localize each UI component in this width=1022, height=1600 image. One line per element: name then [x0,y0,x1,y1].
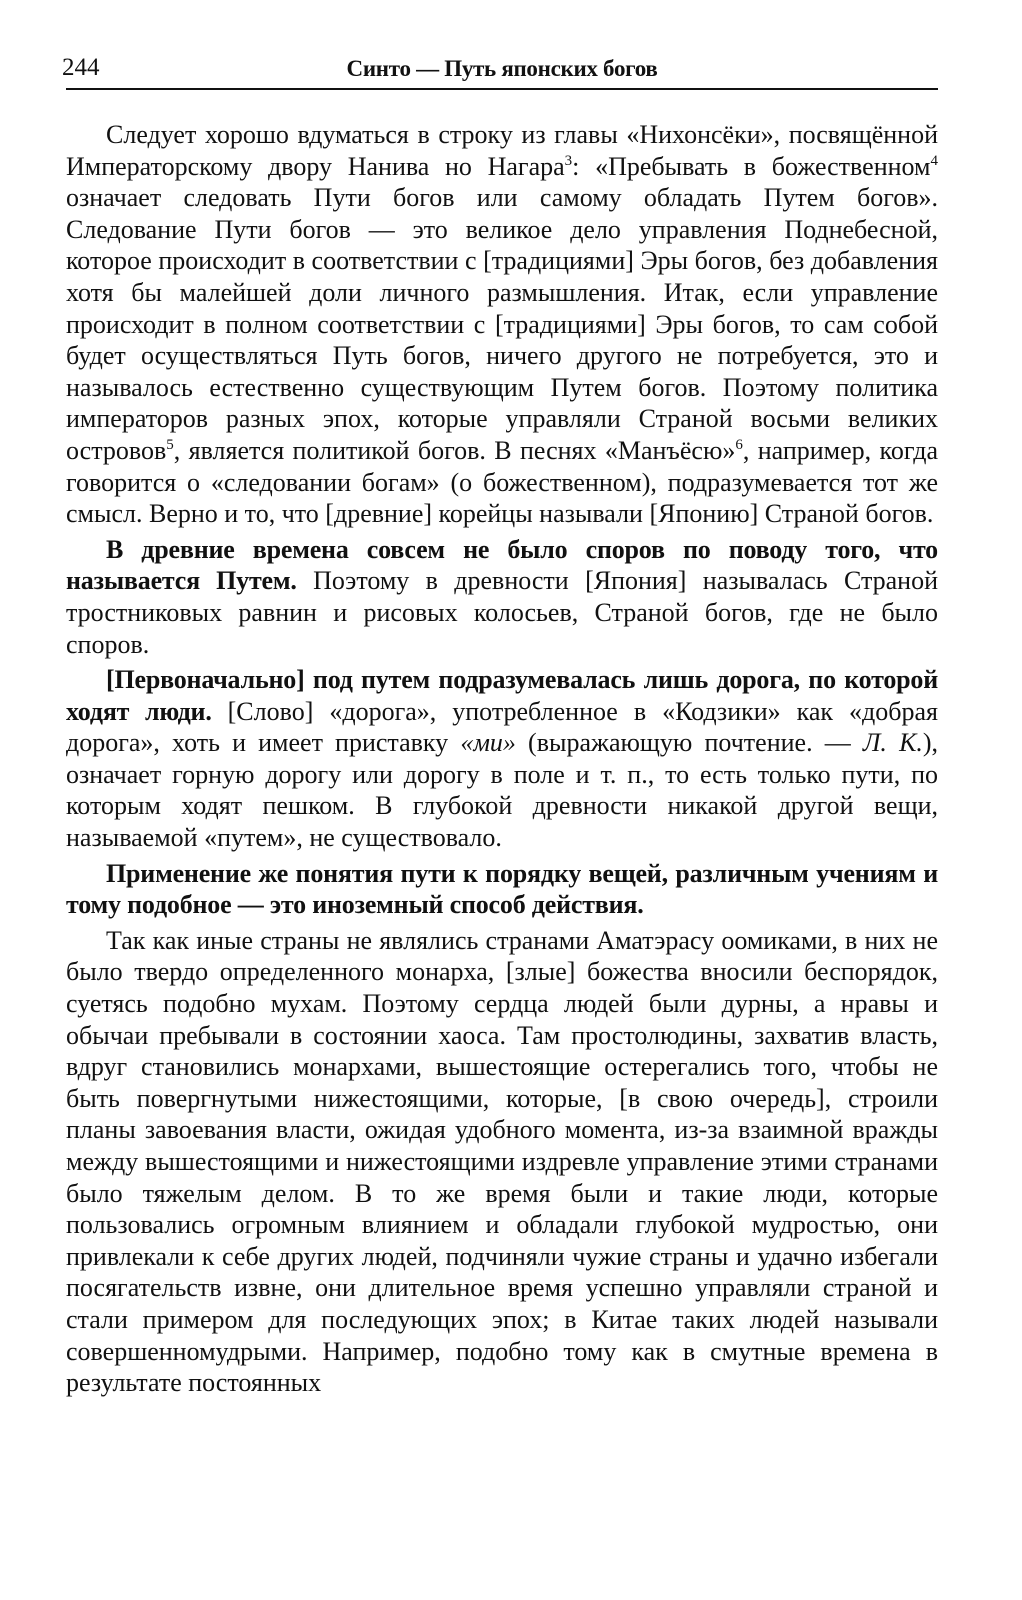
paragraph-3-text-3: ), означает горную дорогу или дорогу в поле и т. п., то есть только пути, по которым ходят пешком. В глубокой древности никакой другой вещи, называемой «путем», не существовало. [66,728,939,853]
paragraph-3-bold-lead: [Первоначально] под путем подразумевалась лишь дорога, по которой ходят люди. [66,665,938,726]
paragraph-3-text-1: [Слово] «дорога», употребленное в «Кодзики» как «добрая дорога», хоть и имеет приставку [66,696,938,758]
paragraph-3-text-2: (выражающую почтение. — [515,728,863,758]
paragraph-1-text-4: , является политикой богов. В песнях «Манъёсю» [173,435,736,465]
footnote-ref-4: 4 [930,152,938,169]
paragraph-3 [66,664,938,854]
book-page [62,48,939,1403]
page-header [62,48,938,90]
body-text [66,119,938,1399]
running-title: Синто — Путь японских богов [346,56,658,81]
footnote-ref-6: 6 [735,436,743,453]
paragraph-5-text: Так как иные страны не являлись странами Аматэрасу оомиками, в них не было твердо определенного монарха, [злые] божества вносили беспорядок, суетясь подобно мухам. Поэтому сердца людей были дурны, а нравы и обычаи пребывали в состоянии хаоса. Там простолюдины, захватив власть, вдруг становились монархами, вышестоящие остерегались того, чтобы не быть повергнутыми нижестоящими, которые, [в свою очередь], строили планы завоевания власти, ожидая удобного момента, из-за взаимной вражды между вышестоящими и нижестоящими издревле управление этими странами было тяжелым делом. В то же время были и такие люди, которые пользовались огромным влиянием и обладали глубокой мудростью, они привлекали к себе других людей, подчиняли чужие страны и удачно избегали посягательств извне, они длительное время успешно управляли страной и стали примером для последующих эпох; в Китае таких людей называли совершенномудрыми. Например, подобно тому как в смутные времена в результате постоянных [66,925,938,1398]
paragraph-5 [66,925,938,1399]
paragraph-3-italic-2: Л. К. [862,728,923,758]
paragraph-2-bold-lead: В древние времена совсем не было споров по поводу того, что называется Путем. [66,534,938,596]
paragraph-1-text-2: : «Пребывать в божественном [572,151,931,181]
footnote-ref-5: 5 [166,436,174,453]
page-number: 244 [62,54,100,81]
footnote-ref-3: 3 [564,152,573,169]
paragraph-2-text: Поэтому в древности [Япония] называлась Страной тростниковых равнин и рисовых колосьев, Страной богов, где не было споров. [66,566,938,659]
paragraph-1-text-5: , например, когда говорится о «следовании богам» (о божественном), подразумевается тот же смысл. Верно и то, что [древние] корейцы называли [Японию] Страной богов. [66,435,938,529]
paragraph-1-text-1: Следует хорошо вдуматься в строку из главы «Нихонсёки», посвящённой Императорскому двору Нанива но Нагара [66,120,938,181]
paragraph-1-text-3: означает следовать Пути богов или самому обладать Путем богов». Следование Пути богов — это великое дело управления Поднебесной, которое происходит в соответствии с [традициями] Эры богов, без добавления хотя бы малейшей доли личного размышления. Итак, если управление происходит в полном соответствии с [традициями] Эры богов, то сам собой будет осуществляться Путь богов, ничего другого не потребуется, это и называлось естественно существующим Путем богов. Поэтому политика императоров разных эпох, которые управляли Страной восьми великих островов [66,183,938,465]
paragraph-4-bold-lead: Применение же понятия пути к порядку вещей, различным учениям и тому подобное — это иноземный способ действия. [66,858,938,920]
paragraph-1 [66,119,938,530]
paragraph-3-italic-1: «ми» [460,728,516,758]
paragraph-4 [66,858,938,921]
paragraph-2 [66,534,938,660]
